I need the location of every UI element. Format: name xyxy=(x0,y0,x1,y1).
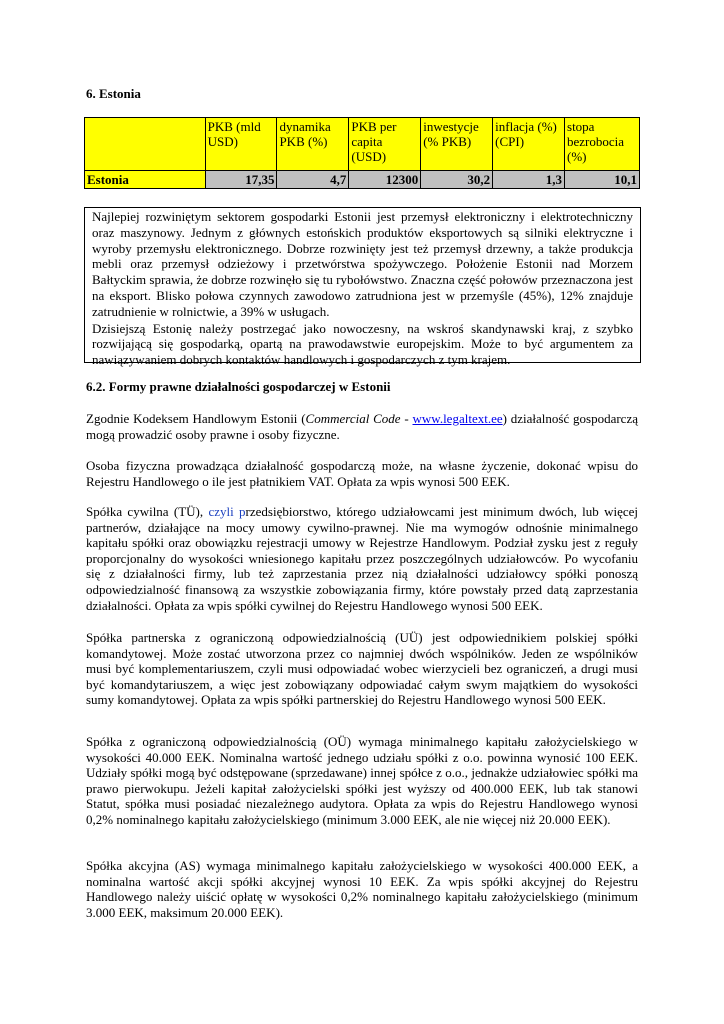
table-header-cell: PKB (mld USD) xyxy=(205,118,277,171)
country-name-cell: Estonia xyxy=(85,171,206,189)
section-title: 6. Estonia xyxy=(86,86,141,101)
summary-paragraph-2: Dzisiejszą Estonię należy postrzegać jako nowoczesny, na wskroś skandynawski kraj, z szybko rozwijającą się gospodarką, opartą na prawodawstwie europejskim. Może to być argumentem za nawiązywaniem dobrych kontaktów handlowych i gospodarczych z tym krajem. xyxy=(92,320,633,368)
paragraph-text: Zgodnie Kodeksem Handlowym Estonii ( xyxy=(86,411,306,426)
subsection-title: 6.2. Formy prawne działalności gospodarczej w Estonii xyxy=(86,379,391,394)
table-cell: 17,35 xyxy=(205,171,277,189)
paragraph-text: rzedsiębiorstwo, którego udziałowcami jest minimum dwóch, lub więcej partnerów, działające na mocy umowy cywilno-prawnej. Nie ma wymogów odnośnie minimalnego kapitału spółki oraz obowiązku rejestracji umowy w Rejestrze Handlowym. Podział zysku jest z reguły proporcjonalny do wysokości wniesionego kapitału przez poszczególnych udziałowców. Po wycofaniu się z działalności firmy, lub też zaprzestania przez nią działalności udziałowcy spółki ponoszą odpowiedzialność finansową za wszystkie zobowiązania firmy, które powstały przed datą zaprzestania działalności. Opłata za wpis spółki cywilnej do Rejestru Handlowego wynosi 500 EEK. xyxy=(86,504,638,613)
table-cell: 4,7 xyxy=(277,171,349,189)
table-cell: 30,2 xyxy=(421,171,493,189)
paragraph-commercial-code xyxy=(86,411,638,442)
table-header-cell: dynamika PKB (%) xyxy=(277,118,349,171)
economy-summary-box xyxy=(84,207,641,368)
paragraph-text: Spółka cywilna (TÜ), xyxy=(86,504,209,519)
table-header-cell: inwestycje (% PKB) xyxy=(421,118,493,171)
table-header-cell xyxy=(85,118,206,171)
paragraph-sole-trader: Osoba fizyczna prowadząca działalność gospodarczą może, na własne życzenie, dokonać wpisu do Rejestru Handlowego o ile jest płatnikiem VAT. Opłata za wpis wynosi 500 EEK. xyxy=(86,458,638,489)
legaltext-link[interactable]: www.legaltext.ee xyxy=(412,411,503,426)
code-name: Commercial Code xyxy=(305,411,401,426)
dash: - xyxy=(400,411,413,426)
table-cell: 10,1 xyxy=(565,171,640,189)
table-header-cell: PKB per capita (USD) xyxy=(349,118,421,171)
table-row xyxy=(85,171,640,189)
table-cell: 1,3 xyxy=(493,171,565,189)
table-cell: 12300 xyxy=(349,171,421,189)
paragraph-text: ) działalność gospodarczą mogą prowadzić osoby prawne i osoby fizyczne. xyxy=(86,411,638,442)
paragraph-limited-partnership: Spółka partnerska z ograniczoną odpowiedzialnością (UÜ) jest odpowiednikiem polskiej spółki komandytowej. Może zostać utworzona przez co najmniej dwóch wspólników. Jeden ze wspólników musi być komplementariuszem, czyli musi odpowiadać wobec wierzycieli bez ograniczeń, a drugi musi być komandytariuszem, a więc jest zobowiązany odpowiadać całym swym majątkiem do wysokości sumy komandytowej. Opłata za wpis spółki partnerskiej do Rejestru Handlowego wynosi 500 EEK. xyxy=(86,630,638,708)
summary-paragraph-1: Najlepiej rozwiniętym sektorem gospodarki Estonii jest przemysł elektroniczny i elektrotechniczny oraz maszynowy. Jednym z głównych estońskich produktów eksportowych są silniki elektryczne i wyroby przemysłu elektronicznego. Dobrze rozwinięty jest też przemysł drzewny, a także produkcja mebli oraz przemysł odzieżowy i przetwórstwa spożywczego. Położenie Estonii nad Morzem Bałtyckim sprawia, że dobrze rozwinęło się tu rybołówstwo. Znaczna część połowów przeznaczona jest na eksport. Blisko połowa czynnych zawodowo zatrudniona jest w przemyśle (45%), 12% znajduje zatrudnienie w rolnictwie, a 39% w usługach. xyxy=(92,209,633,319)
paragraph-joint-stock: Spółka akcyjna (AS) wymaga minimalnego kapitału założycielskiego w wysokości 400.000 EEK, a nominalna wartość akcji spółki akcyjnej wynosi 10 EEK. Za wpis spółki akcyjnej do Rejestru Handlowego należy uiścić opłatę w wysokości 0,2% nominalnego kapitału założycielskiego (minimum 3.000 EEK, maksimum 20.000 EEK). xyxy=(86,858,638,920)
economic-indicators-table xyxy=(84,117,640,189)
paragraph-civil-partnership xyxy=(86,504,638,613)
table-header-cell: stopa bezrobocia (%) xyxy=(565,118,640,171)
table-header-cell: inflacja (%) (CPI) xyxy=(493,118,565,171)
table-header-row xyxy=(85,118,640,171)
paragraph-llc: Spółka z ograniczoną odpowiedzialnością (OÜ) wymaga minimalnego kapitału założycielskiego w wysokości 40.000 EEK. Nominalna wartość jednego udziału spółki z o.o. powinna wynosić 100 EEK. Udziały spółki mogą być odstępowane (sprzedawane) innej spółce z o.o., jednakże udziałowiec spółki ma prawo pierwokupu. Jeżeli kapitał założycielski spółki jest wyższy od 400.000 EEK, lub tak stanowi Statut, spółka musi posiadać niezależnego audytora. Opłata za wpis do Rejestru Handlowego wynosi 0,2% nominalnego kapitału założycielskiego (minimum 3.000 EEK, ale nie więcej niż 20.000 EEK). xyxy=(86,734,638,827)
highlighted-text: czyli p xyxy=(208,504,246,519)
